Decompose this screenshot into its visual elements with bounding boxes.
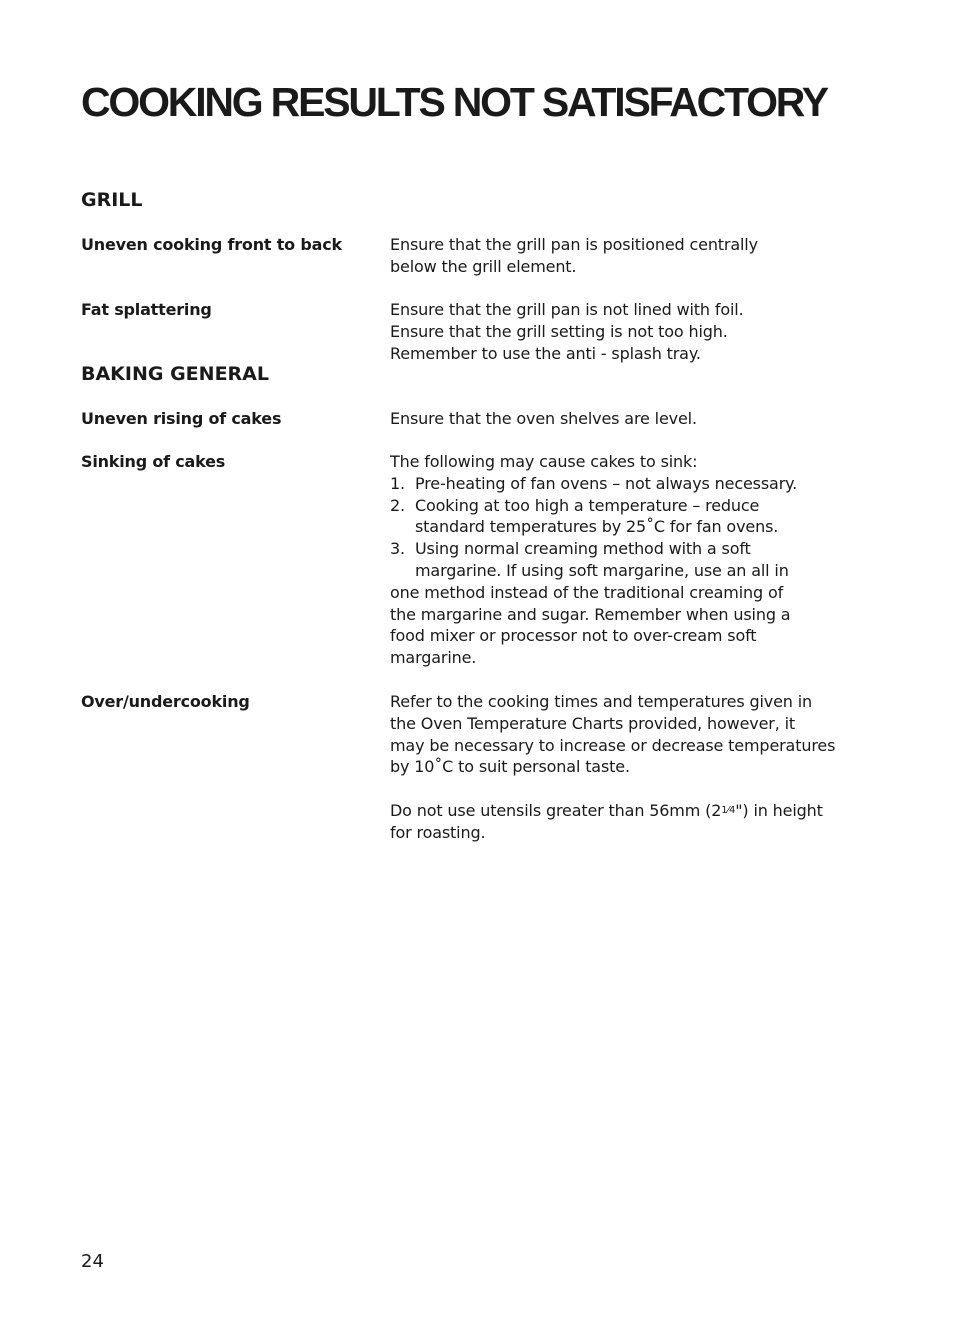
section-heading-baking-general: BAKING GENERAL — [81, 363, 269, 385]
point-text: Using normal creaming method with a soft — [415, 539, 751, 559]
remedy-line: the Oven Temperature Charts provided, however, it — [390, 713, 796, 733]
remedy-line: for roasting. — [390, 822, 486, 842]
remedy-line: one method instead of the traditional creaming of — [390, 582, 784, 602]
point-continuation: margarine. If using soft margarine, use an all in — [415, 560, 789, 580]
section-heading-grill: GRILL — [81, 189, 143, 211]
remedy-sinking-cakes — [390, 451, 860, 669]
problem-over-undercooking: Over/undercooking — [81, 692, 250, 711]
remedy-line: Ensure that the grill setting is not too high. — [390, 321, 728, 341]
problem-sinking-cakes: Sinking of cakes — [81, 452, 226, 471]
problem-fat-splattering: Fat splattering — [81, 300, 212, 319]
numbered-point — [390, 495, 860, 517]
remedy-line: the margarine and sugar. Remember when using a — [390, 604, 791, 624]
remedy-line: by 10˚C to suit personal taste. — [390, 757, 630, 777]
remedy-line: Ensure that the oven shelves are level. — [390, 409, 697, 428]
page-number: 24 — [81, 1251, 104, 1272]
remedy-line: Remember to use the anti - splash tray. — [390, 343, 701, 363]
remedy-line: Refer to the cooking times and temperatures given in — [390, 692, 813, 711]
point-number: 1. — [390, 473, 405, 493]
numbered-point — [390, 473, 860, 495]
point-text: Pre-heating of fan ovens – not always necessary. — [415, 473, 798, 493]
point-number: 2. — [390, 495, 405, 515]
remedy-line: margarine. — [390, 648, 477, 668]
remedy-uneven-cooking — [390, 234, 860, 278]
point-number: 3. — [390, 539, 405, 559]
remedy-line: food mixer or processor not to over-cream soft — [390, 626, 757, 646]
note-text: Do not use utensils greater than 56mm (2 — [390, 800, 722, 820]
remedy-line: Ensure that the grill pan is positioned centrally — [390, 235, 758, 254]
remedy-line: may be necessary to increase or decrease temperatures — [390, 735, 836, 755]
problem-uneven-rising: Uneven rising of cakes — [81, 409, 282, 428]
remedy-uneven-rising — [390, 408, 860, 430]
note-text: ") in height — [735, 800, 823, 820]
remedy-line: below the grill element. — [390, 256, 577, 276]
remedy-intro: The following may cause cakes to sink: — [390, 452, 698, 471]
point-text: Cooking at too high a temperature – reduce — [415, 495, 760, 515]
numbered-point — [390, 538, 860, 560]
fraction: 1⁄4 — [721, 804, 736, 816]
remedy-line: Ensure that the grill pan is not lined with foil. — [390, 300, 744, 319]
page-title: COOKING RESULTS NOT SATISFACTORY — [81, 79, 827, 125]
utensil-note-line — [390, 800, 860, 822]
problem-uneven-cooking: Uneven cooking front to back — [81, 235, 342, 254]
remedy-fat-splattering — [390, 299, 860, 364]
point-continuation: standard temperatures by 25˚C for fan ovens. — [415, 517, 779, 537]
paragraph-gap — [390, 778, 860, 800]
remedy-over-undercooking — [390, 691, 860, 844]
